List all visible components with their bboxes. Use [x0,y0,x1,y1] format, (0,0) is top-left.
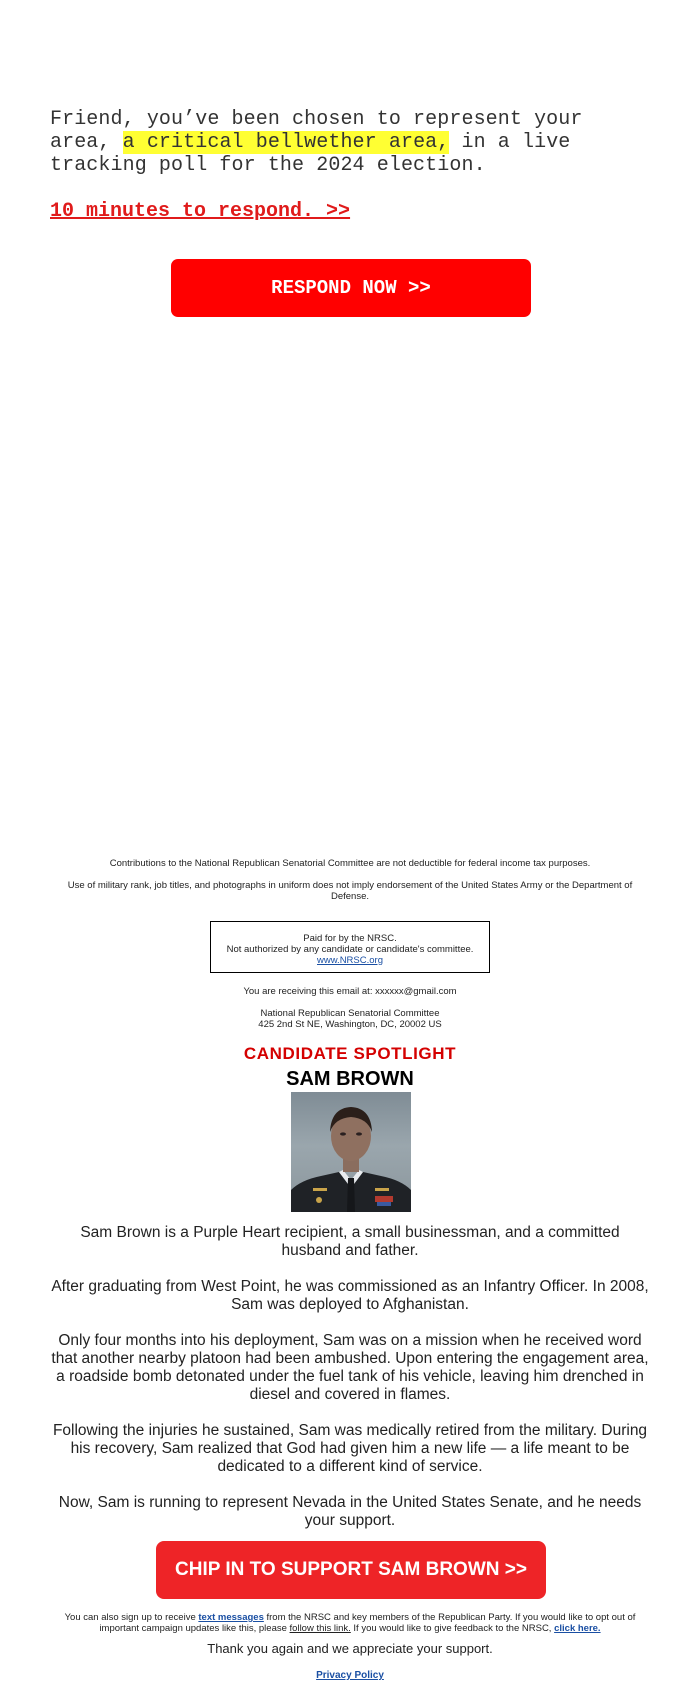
deadline-link[interactable]: 10 minutes to respond. >> [50,200,351,223]
org-address [50,1008,650,1030]
bio-paragraph: After graduating from West Point, he was commissioned as an Infantry Officer. In 2008, Sam was deployed to Afghanistan. [51,1278,649,1313]
thank-you-text: Thank you again and we appreciate your support. [207,1641,493,1656]
org-street: 425 2nd St NE, Washington, DC, 20002 US [258,1019,442,1030]
bio-paragraph: Now, Sam is running to represent Nevada in the United States Senate, and he needs your support. [58,1494,642,1529]
optout-part: from the NRSC and key members of the Republican Party. If you would like to opt out of important campaign updates like this, please [99,1612,636,1634]
intro-text-before: Friend, you’ve been chosen to represent your area, [50,108,583,154]
candidate-portrait-illustration [291,1092,411,1212]
bio-paragraph: Sam Brown is a Purple Heart recipient, a small businessman, and a committed husband and father. [80,1224,620,1259]
intro-highlight: a critical bellwether area, [122,131,450,154]
privacy-policy-link[interactable]: Privacy Policy [316,1670,384,1681]
respond-now-button[interactable]: RESPOND NOW >> [171,259,531,317]
intro-paragraph [50,108,650,177]
candidate-photo [291,1092,411,1212]
recipient-email: xxxxxx@gmail.com [375,986,457,997]
optout-part: You can also sign up to receive [64,1612,199,1623]
chip-in-button[interactable]: CHIP IN TO SUPPORT SAM BROWN >> [156,1541,546,1599]
paid-for-line: Paid for by the NRSC. [303,933,397,944]
bio-paragraph: Only four months into his deployment, Sam was on a mission when he received word that another nearby platoon had been ambushed. Upon entering the engagement area, a roadside bomb detonated under the fuel tank of his vehicle, leaving him drenched in diesel and covered in flames. [51,1332,649,1403]
spotlight-heading: CANDIDATE SPOTLIGHT [243,1044,457,1063]
privacy-footer [0,1670,700,1681]
intro-text-after: in a live tracking poll for the 2024 election. [50,131,571,177]
candidate-name: SAM BROWN [286,1068,414,1090]
paid-for-box [210,921,490,973]
bio-paragraph: Following the injuries he sustained, Sam was medically retired from the military. During his recovery, Sam realized that God had given him a new life — a life meant to be dedicated to a different kind of service. [52,1422,648,1475]
text-messages-link[interactable]: text messages [198,1612,264,1623]
optout-part: If you would like to give feedback to the NRSC, [350,1623,555,1634]
military-disclaimer: Use of military rank, job titles, and photographs in uniform does not imply endorsement of the United States Army or the Department of Defense. [67,880,633,902]
nrsc-website-link[interactable]: www.NRSC.org [317,955,383,966]
tax-disclaimer: Contributions to the National Republican Senatorial Committee are not deductible for federal income tax purposes. [109,858,591,869]
not-authorized-line: Not authorized by any candidate or candidate's committee. [226,944,474,955]
unsubscribe-link[interactable]: follow this link. [289,1623,351,1634]
optout-text [50,1612,650,1634]
receiving-label: You are receiving this email at: [243,986,376,997]
org-name: National Republican Senatorial Committee [260,1008,440,1019]
feedback-link[interactable]: click here. [554,1623,601,1634]
receiving-email-line [50,986,650,997]
